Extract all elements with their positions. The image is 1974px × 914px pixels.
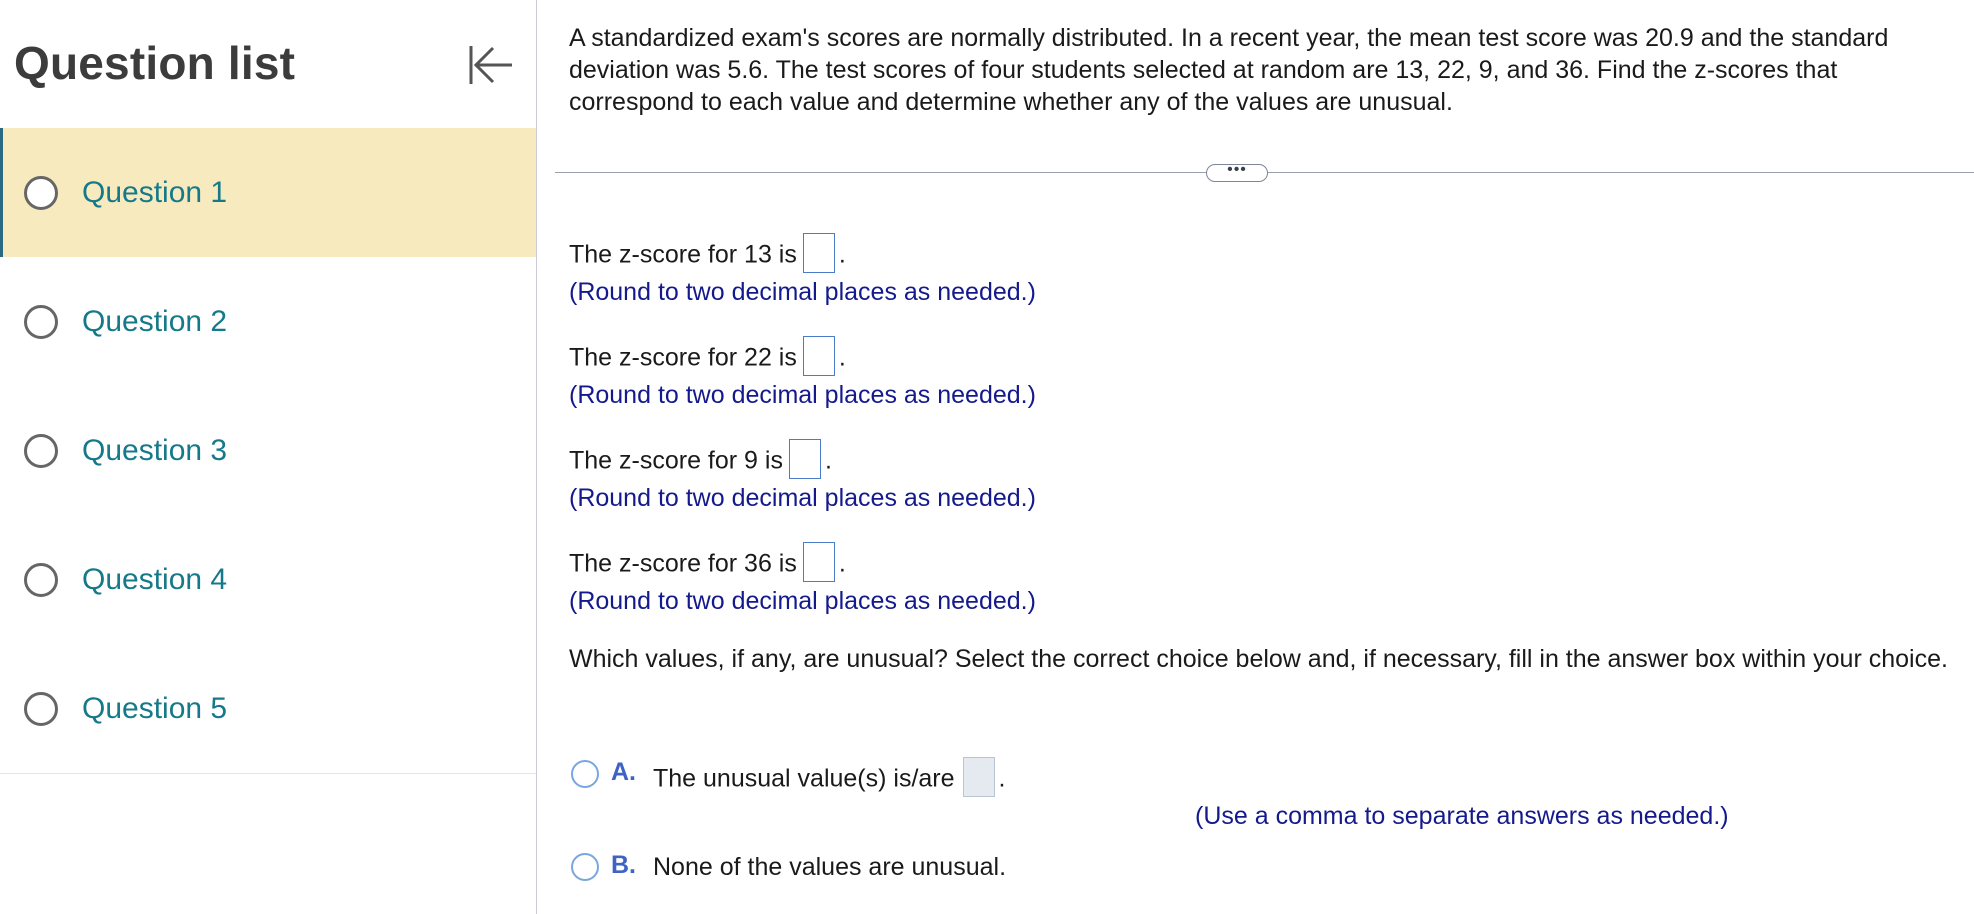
- zscore-row-36: [569, 545, 846, 585]
- rounding-hint: (Round to two decimal places as needed.): [569, 587, 1036, 615]
- question-item-4[interactable]: [0, 515, 536, 644]
- choice-a-period: .: [998, 764, 1006, 793]
- choice-a-radio[interactable]: [571, 760, 599, 788]
- zscore-answer-36-input[interactable]: [803, 542, 835, 582]
- list-divider: [0, 773, 536, 774]
- question-status-circle-icon: [24, 692, 58, 726]
- collapse-sidebar-button[interactable]: [462, 40, 518, 90]
- choice-a-label: The unusual value(s) is/are: [653, 764, 955, 793]
- zscore-prompt: The z-score for 36 is: [569, 549, 797, 578]
- question-list-sidebar: [0, 0, 537, 914]
- question-item-3[interactable]: [0, 386, 536, 515]
- question-label: Question 4: [82, 562, 228, 596]
- question-label: Question 2: [82, 304, 228, 338]
- sidebar-header: [0, 0, 536, 128]
- sidebar-title: Question list: [14, 37, 296, 89]
- rounding-hint: (Round to two decimal places as needed.): [569, 484, 1036, 512]
- rounding-hint: (Round to two decimal places as needed.): [569, 278, 1036, 306]
- question-status-circle-icon: [24, 563, 58, 597]
- zscore-prompt: The z-score for 22 is: [569, 343, 797, 372]
- question-content: [537, 0, 1974, 914]
- zscore-prompt: The z-score for 13 is: [569, 240, 797, 269]
- question-intro: A standardized exam's scores are normally distributed. In a recent year, the mean test score was 20.9 and the standard deviation was 5.6. The test scores of four students selected at random are 13, 22, 9, and 36. Find the z-scores that correspond to each value and determine whether any of the values are unusual.: [569, 24, 1889, 116]
- collapse-left-arrow-icon: [462, 40, 518, 90]
- rounding-hint: (Round to two decimal places as needed.): [569, 381, 1036, 409]
- question-item-2[interactable]: [0, 257, 536, 386]
- zscore-answer-9-input[interactable]: [789, 439, 821, 479]
- choice-a-text: [653, 760, 1006, 800]
- question-status-circle-icon: [24, 176, 58, 210]
- question-label: Question 5: [82, 691, 228, 725]
- question-status-circle-icon: [24, 305, 58, 339]
- question-label: Question 3: [82, 433, 228, 467]
- comma-hint: (Use a comma to separate answers as needed.): [1195, 802, 1729, 830]
- question-status-circle-icon: [24, 434, 58, 468]
- zscore-period: .: [838, 549, 846, 578]
- question-label: Question 1: [82, 175, 228, 209]
- zscore-row-22: [569, 339, 846, 379]
- expand-more-button[interactable]: •••: [1206, 164, 1268, 182]
- zscore-period: .: [838, 240, 846, 269]
- unusual-values-input[interactable]: [963, 757, 995, 797]
- zscore-row-13: [569, 236, 846, 276]
- question-item-5[interactable]: [0, 644, 536, 773]
- question-list: [0, 128, 536, 773]
- zscore-prompt: The z-score for 9 is: [569, 446, 783, 475]
- zscore-answer-13-input[interactable]: [803, 233, 835, 273]
- choice-b-radio[interactable]: [571, 853, 599, 881]
- question-item-1[interactable]: [0, 128, 536, 257]
- zscore-answer-22-input[interactable]: [803, 336, 835, 376]
- zscore-period: .: [838, 343, 846, 372]
- choice-b-letter: B.: [611, 851, 636, 879]
- choice-a-letter: A.: [611, 758, 636, 786]
- zscore-row-9: [569, 442, 832, 482]
- choice-b-text: None of the values are unusual.: [653, 853, 1007, 881]
- unusual-values-question: Which values, if any, are unusual? Select the correct choice below and, if necessary, fill in the answer box within your choice.: [569, 645, 1948, 673]
- zscore-period: .: [824, 446, 832, 475]
